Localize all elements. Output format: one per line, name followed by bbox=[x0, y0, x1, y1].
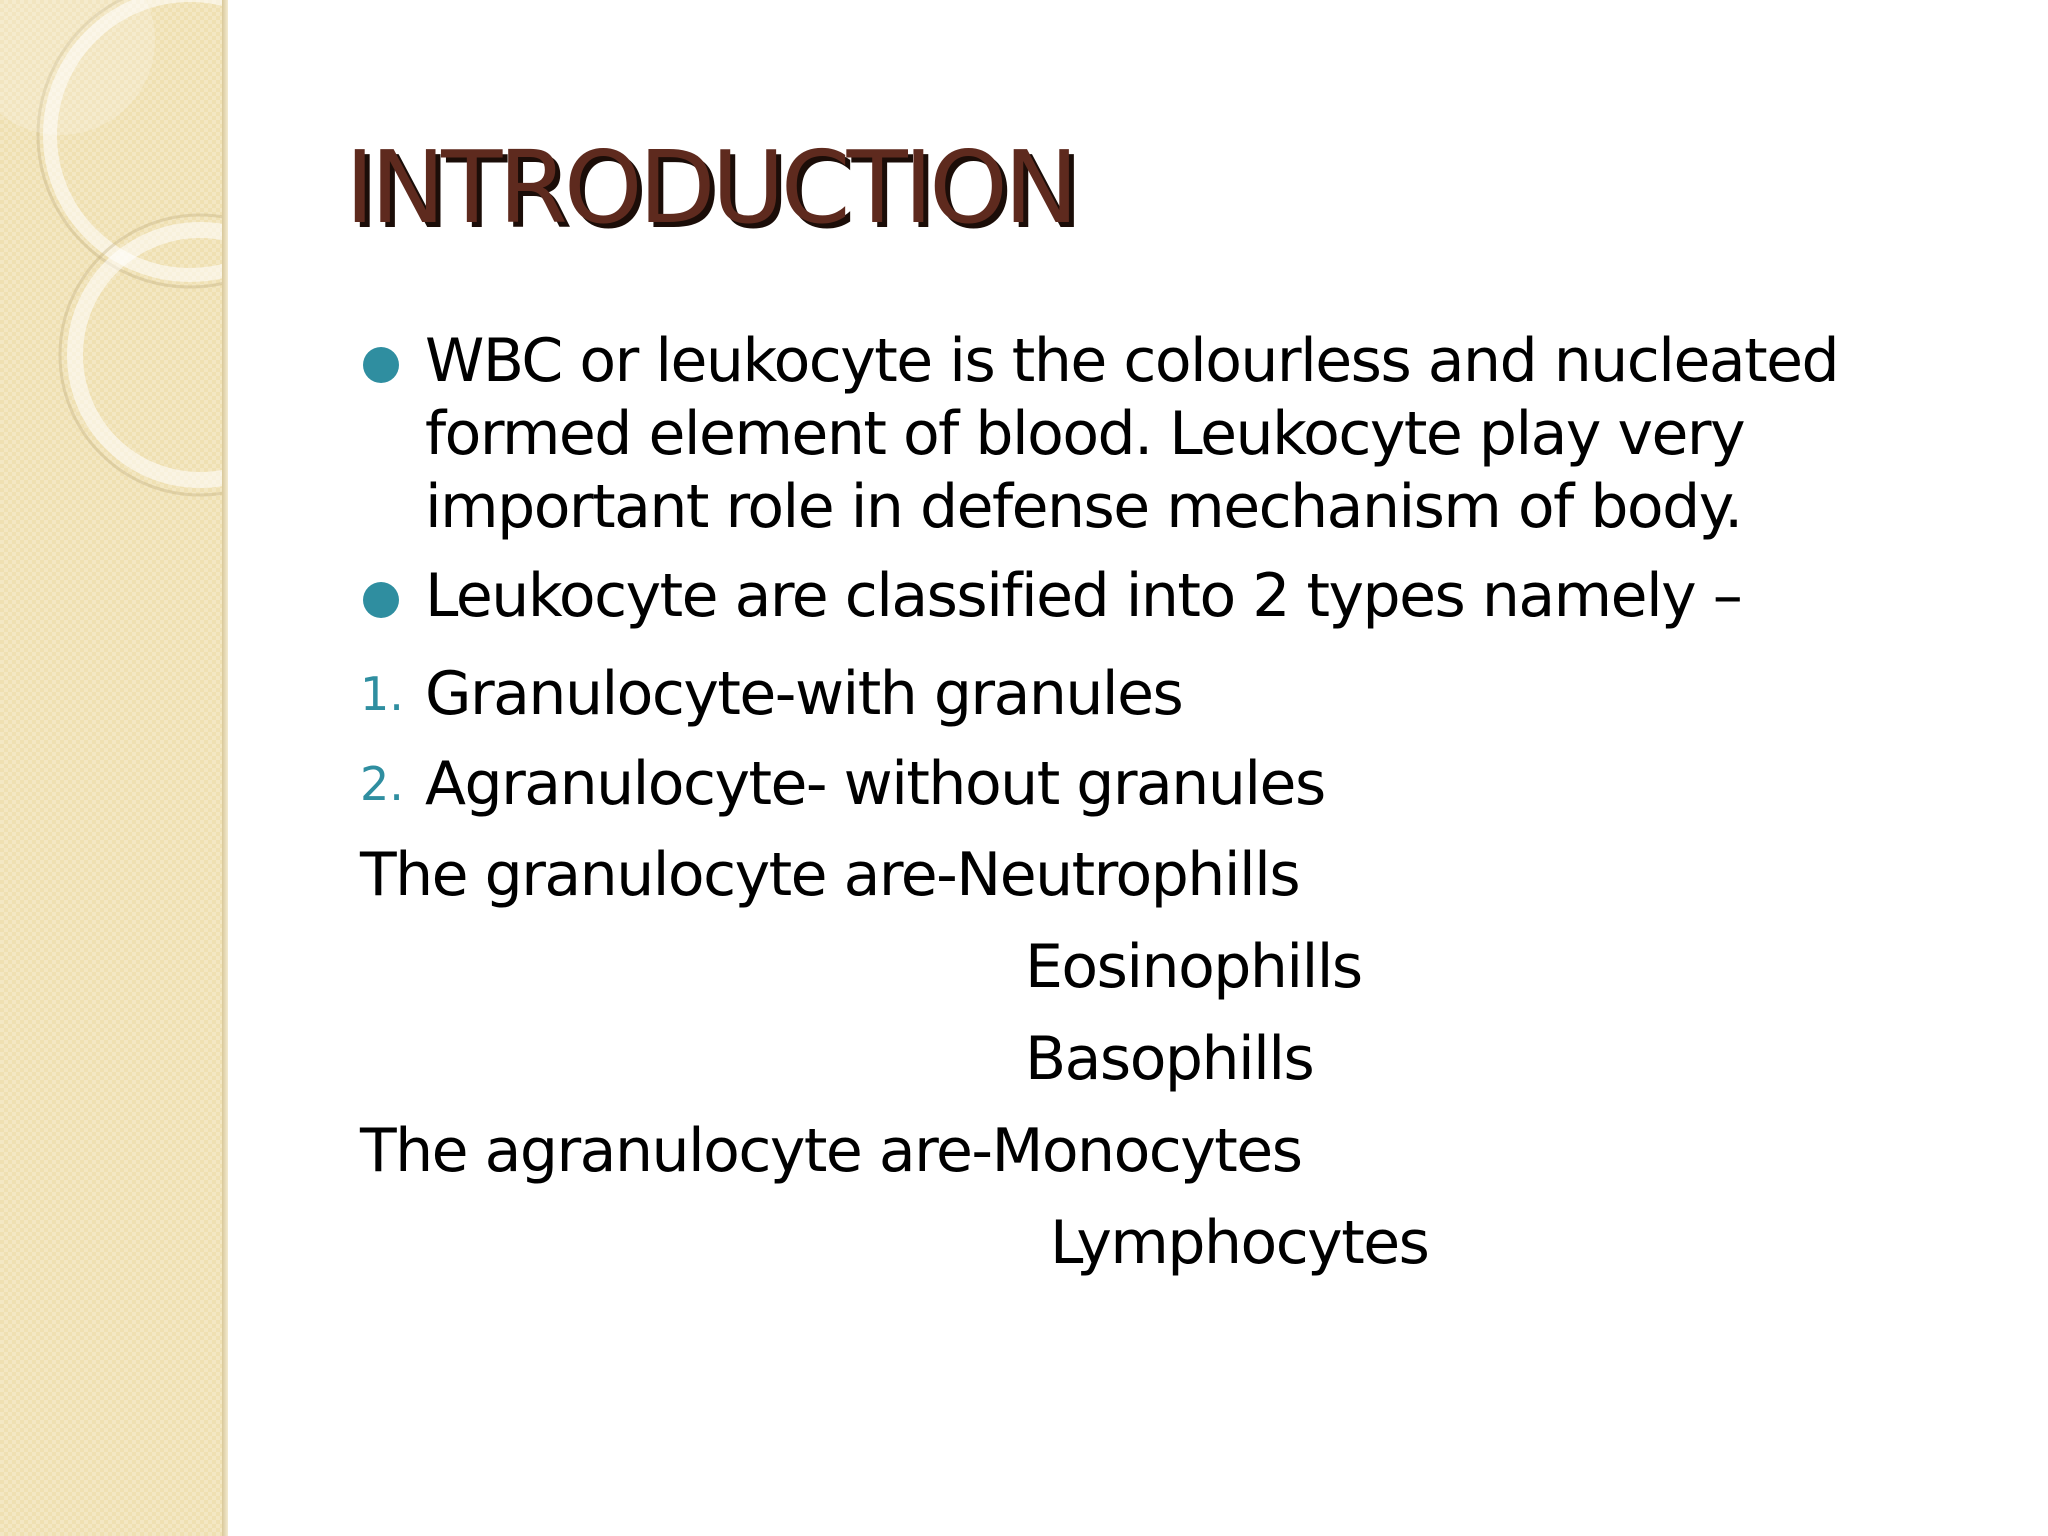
side-band-edge bbox=[222, 0, 228, 1536]
bullet-item bbox=[360, 560, 2020, 633]
slide-title: INTRODUCTION bbox=[345, 129, 1075, 246]
decorative-rings-icon bbox=[0, 0, 226, 520]
bullet-dot-icon bbox=[363, 347, 399, 383]
numbered-item bbox=[360, 739, 2020, 829]
slide-body bbox=[360, 325, 2020, 1289]
granulocyte-type: Basophills bbox=[1025, 1024, 1314, 1094]
granulocyte-line: The granulocyte are-Neutrophills bbox=[360, 840, 1300, 910]
bullet-item bbox=[360, 325, 2020, 544]
numbered-text: Agranulocyte- without granules bbox=[425, 749, 1325, 819]
agranulocyte-type: Lymphocytes bbox=[1050, 1208, 1429, 1278]
numbered-text: Granulocyte-with granules bbox=[425, 659, 1183, 729]
bullet-text: WBC or leukocyte is the colourless and nucleated formed element of blood. Leukocyte play very important role in defense mechanism of body. bbox=[425, 326, 1839, 542]
decorative-side-band bbox=[0, 0, 226, 1536]
bullet-text: Leukocyte are classified into 2 types namely – bbox=[425, 561, 1742, 631]
bullet-dot-icon bbox=[363, 582, 399, 618]
number-marker: 1. bbox=[360, 667, 404, 721]
number-marker: 2. bbox=[360, 757, 404, 811]
numbered-item bbox=[360, 649, 2020, 739]
granulocyte-type: Eosinophills bbox=[1025, 932, 1362, 1002]
agranulocyte-line: The agranulocyte are-Monocytes bbox=[360, 1116, 1302, 1186]
